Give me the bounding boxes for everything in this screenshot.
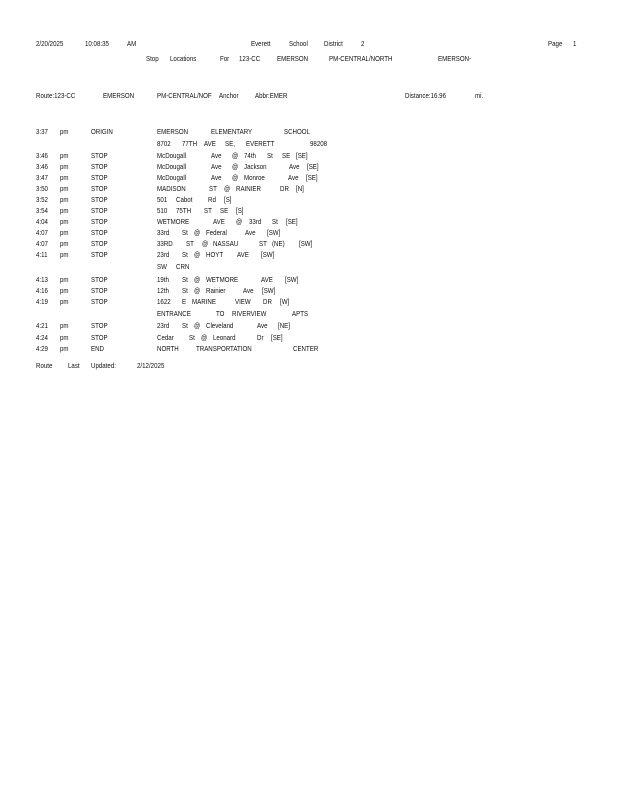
stop-type: STOP [91, 239, 108, 248]
stop-ampm: pm [60, 206, 69, 215]
stop-location-word: @ [224, 184, 231, 193]
stop-location-word: VIEW [235, 297, 251, 306]
stop-type: STOP [91, 173, 108, 182]
stop-location-word: EVERETT [246, 139, 275, 148]
stop-time: 4:13 [36, 275, 48, 284]
stop-location-word: [SE] [307, 162, 319, 171]
stop-ampm: pm [60, 184, 69, 193]
stop-location-word: SE [220, 206, 229, 215]
route-school: EMERSON [103, 91, 135, 100]
stop-location-word: CENTER [293, 344, 319, 353]
stop-type: STOP [91, 217, 108, 226]
stop-ampm: pm [60, 195, 69, 204]
stop-location-word: SW [157, 262, 167, 271]
district-word: 2 [361, 39, 365, 48]
stop-location-word: @ [194, 275, 201, 284]
stop-row [0, 262, 618, 273]
stop-location-word: @ [194, 228, 201, 237]
stop-location-word: [S] [236, 206, 244, 215]
stop-row [0, 195, 618, 206]
stop-type: STOP [91, 275, 108, 284]
stop-type: STOP [91, 206, 108, 215]
stop-row [0, 206, 618, 217]
stop-ampm: pm [60, 239, 69, 248]
stop-location-word: Cleveland [206, 321, 234, 330]
stop-location-word: NORTH [157, 344, 179, 353]
stop-time: 4:07 [36, 228, 48, 237]
stop-location-word: St [182, 275, 188, 284]
stop-location-word: [SE] [296, 151, 308, 160]
stop-row [0, 286, 618, 297]
stop-location-word: Ave [211, 162, 222, 171]
stop-location-word: 1622 [157, 297, 171, 306]
stop-location-word: WETMORE [157, 217, 190, 226]
stop-location-word: St [267, 151, 273, 160]
report-ampm: AM [127, 39, 137, 48]
stop-type: STOP [91, 250, 108, 259]
stop-type: END [91, 344, 104, 353]
stop-location-word: 98208 [310, 139, 328, 148]
stop-location-word: AVE [204, 139, 216, 148]
stop-time: 3:52 [36, 195, 48, 204]
stop-location-word: @ [232, 151, 239, 160]
stop-location-word: DR [280, 184, 289, 193]
stop-location-word: 510 [157, 206, 168, 215]
stop-location-word: NASSAU [213, 239, 239, 248]
stop-type: STOP [91, 162, 108, 171]
stop-ampm: pm [60, 228, 69, 237]
stop-time: 3:46 [36, 162, 48, 171]
stop-location-word: Leonard [213, 333, 236, 342]
subtitle-word: Stop [146, 54, 159, 63]
stop-location-word: [W] [280, 297, 290, 306]
stop-location-word: HOYT [206, 250, 224, 259]
subtitle-word: 123-CC [239, 54, 261, 63]
stop-type: STOP [91, 228, 108, 237]
stop-location-word: SCHOOL [284, 127, 310, 136]
route-distance-unit: mi. [475, 91, 484, 100]
stop-location-word: 8702 [157, 139, 171, 148]
stop-time: 4:07 [36, 239, 48, 248]
stop-location-word: @ [194, 321, 201, 330]
stop-type: STOP [91, 286, 108, 295]
stop-location-word: TO [216, 309, 225, 318]
stop-ampm: pm [60, 333, 69, 342]
stop-location-word: MARINE [192, 297, 216, 306]
stop-location-word: St [182, 250, 188, 259]
stop-time: 4:16 [36, 286, 48, 295]
stop-row [0, 309, 618, 320]
route-run: PM-CENTRAL/NOF [157, 91, 212, 100]
stop-location-word: 23rd [157, 250, 170, 259]
stop-location-word: [SW] [285, 275, 299, 284]
stop-row [0, 344, 618, 355]
route-anchor: Anchor [219, 91, 239, 100]
stop-location-word: TRANSPORTATION [196, 344, 252, 353]
stop-location-word: McDougall [157, 173, 187, 182]
stop-row [0, 217, 618, 228]
stop-ampm: pm [60, 344, 69, 353]
stop-location-word: Cedar [157, 333, 174, 342]
stop-location-word: 33rd [249, 217, 262, 226]
stop-ampm: pm [60, 217, 69, 226]
stop-row [0, 250, 618, 261]
stop-location-word: ST [209, 184, 217, 193]
stop-location-word: [NE] [278, 321, 290, 330]
stop-row [0, 151, 618, 162]
subtitle-word: EMERSON- [438, 54, 472, 63]
footer-updated-date: 2/12/2025 [137, 361, 165, 370]
stop-location-word: St [189, 333, 195, 342]
footer-word: Route [36, 361, 53, 370]
stop-location-word: WETMORE [206, 275, 239, 284]
stop-location-word: ST [259, 239, 267, 248]
stop-time: 3:37 [36, 127, 48, 136]
stop-location-word: APTS [292, 309, 309, 318]
stop-location-word: @ [202, 239, 209, 248]
stop-type: ORIGIN [91, 127, 113, 136]
stop-location-word: Ave [257, 321, 268, 330]
stop-location-word: [SE] [306, 173, 318, 182]
stop-ampm: pm [60, 286, 69, 295]
stop-time: 3:46 [36, 151, 48, 160]
stop-location-word: Dr [257, 333, 264, 342]
stop-row [0, 139, 618, 150]
stop-location-word: Ave [211, 173, 222, 182]
stop-ampm: pm [60, 297, 69, 306]
stop-location-word: [SE] [286, 217, 298, 226]
page-number: 1 [573, 39, 577, 48]
stop-location-word: Ave [289, 162, 300, 171]
stop-location-word: ELEMENTARY [211, 127, 253, 136]
route-abbr: Abbr:EMER [255, 91, 288, 100]
stop-location-word: Rainier [206, 286, 226, 295]
stop-location-word: AVE [237, 250, 249, 259]
stop-location-word: (NE) [272, 239, 285, 248]
stop-row [0, 184, 618, 195]
stop-location-word: @ [232, 162, 239, 171]
route-id: Route:123-CC [36, 91, 76, 100]
stop-location-word: MADISON [157, 184, 186, 193]
stop-location-word: 19th [157, 275, 169, 284]
stop-type: STOP [91, 151, 108, 160]
subtitle-word: PM-CENTRAL/NORTH [329, 54, 393, 63]
stop-location-word: Rd [208, 195, 216, 204]
stop-location-word: Ave [211, 151, 222, 160]
stop-location-word: ENTRANCE [157, 309, 191, 318]
stop-time: 4:04 [36, 217, 48, 226]
stop-row [0, 321, 618, 332]
stop-location-word: Monroe [244, 173, 265, 182]
stop-location-word: 33RD [157, 239, 173, 248]
stop-type: STOP [91, 297, 108, 306]
stop-location-word: 75TH [176, 206, 192, 215]
stop-location-word: [SW] [267, 228, 281, 237]
stop-location-word: [SW] [299, 239, 313, 248]
stop-time: 3:50 [36, 184, 48, 193]
stop-type: STOP [91, 333, 108, 342]
report-date: 2/20/2025 [36, 39, 64, 48]
stop-location-word: [SW] [261, 250, 275, 259]
stop-location-word: @ [194, 250, 201, 259]
stop-location-word: RIVERVIEW [232, 309, 267, 318]
footer-word: Updated: [91, 361, 116, 370]
stop-ampm: pm [60, 275, 69, 284]
page-label: Page [548, 39, 563, 48]
stop-row [0, 275, 618, 286]
subtitle-word: EMERSON [277, 54, 309, 63]
stop-location-word: 23rd [157, 321, 170, 330]
stop-time: 4:21 [36, 321, 48, 330]
stop-ampm: pm [60, 162, 69, 171]
report-time: 10:08:35 [85, 39, 109, 48]
stop-location-word: 501 [157, 195, 168, 204]
stop-ampm: pm [60, 250, 69, 259]
stop-time: 4:29 [36, 344, 48, 353]
stop-row [0, 127, 618, 138]
stop-location-word: [S] [224, 195, 232, 204]
stop-time: 4:24 [36, 333, 48, 342]
stop-location-word: AVE [213, 217, 225, 226]
subtitle-word: Locations [170, 54, 197, 63]
stop-location-word: Federal [206, 228, 227, 237]
stop-location-word: 12th [157, 286, 169, 295]
stop-ampm: pm [60, 173, 69, 182]
stop-location-word: RAINIER [236, 184, 261, 193]
stop-location-word: @ [194, 286, 201, 295]
stop-location-word: SE [282, 151, 291, 160]
stop-location-word: @ [232, 173, 239, 182]
stop-location-word: EMERSON [157, 127, 189, 136]
stop-location-word: St [272, 217, 278, 226]
stop-row [0, 162, 618, 173]
stop-location-word: [SW] [262, 286, 276, 295]
stop-location-word: St [182, 321, 188, 330]
stop-location-word: SE, [225, 139, 235, 148]
stop-row [0, 239, 618, 250]
stop-location-word: St [182, 228, 188, 237]
stop-row [0, 228, 618, 239]
stop-location-word: Cabot [176, 195, 193, 204]
stop-row [0, 297, 618, 308]
stop-location-word: [SE] [271, 333, 283, 342]
stop-type: STOP [91, 195, 108, 204]
stop-location-word: DR [263, 297, 272, 306]
district-word: School [289, 39, 308, 48]
stop-location-word: Ave [245, 228, 256, 237]
stop-row [0, 173, 618, 184]
stop-location-word: 77TH [182, 139, 198, 148]
stop-location-word: 33rd [157, 228, 170, 237]
stop-location-word: @ [236, 217, 243, 226]
stop-type: STOP [91, 184, 108, 193]
stop-location-word: @ [201, 333, 208, 342]
stop-time: 4:19 [36, 297, 48, 306]
stop-location-word: 74th [244, 151, 256, 160]
stop-location-word: ST [186, 239, 194, 248]
route-distance: Distance:16.96 [405, 91, 447, 100]
stop-row [0, 333, 618, 344]
stop-location-word: Jackson [244, 162, 267, 171]
stop-time: 3:47 [36, 173, 48, 182]
footer-word: Last [68, 361, 80, 370]
stop-location-word: Ave [243, 286, 254, 295]
stop-location-word: St [182, 286, 188, 295]
stop-time: 4:11 [36, 250, 48, 259]
district-word: District [324, 39, 343, 48]
stop-ampm: pm [60, 127, 69, 136]
stop-location-word: AVE [261, 275, 273, 284]
stop-location-word: [N] [296, 184, 304, 193]
stop-type: STOP [91, 321, 108, 330]
stop-location-word: McDougall [157, 151, 187, 160]
stop-ampm: pm [60, 151, 69, 160]
stop-location-word: CRN [176, 262, 190, 271]
subtitle-word: For [220, 54, 230, 63]
stop-time: 3:54 [36, 206, 48, 215]
stop-location-word: McDougall [157, 162, 187, 171]
stop-location-word: Ave [288, 173, 299, 182]
district-word: Everett [251, 39, 271, 48]
stop-location-word: ST [204, 206, 212, 215]
stop-ampm: pm [60, 321, 69, 330]
stop-location-word: E [182, 297, 187, 306]
